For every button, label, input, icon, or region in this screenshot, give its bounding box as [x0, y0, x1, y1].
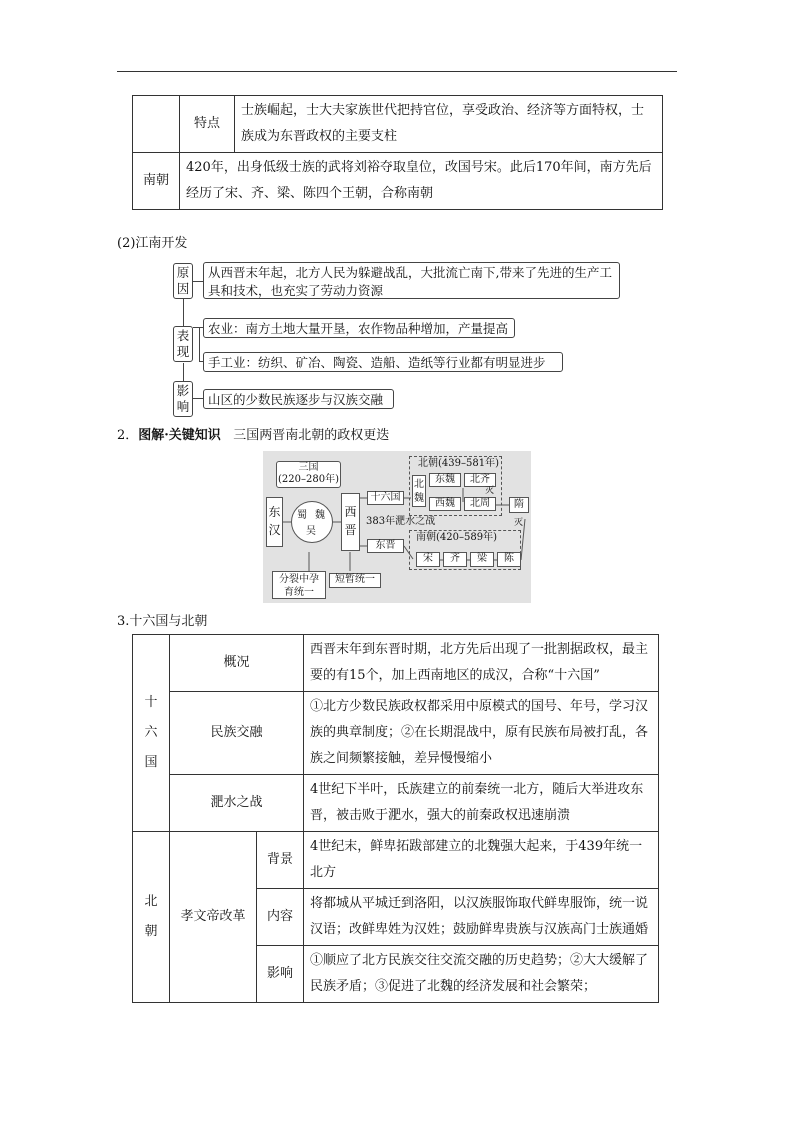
label-tedian: 特点 [180, 96, 235, 153]
table-row [133, 635, 659, 692]
box-dongjin: 东晋 [367, 539, 404, 553]
label-minzu: 民族交融 [170, 692, 304, 775]
table-row [133, 775, 659, 832]
text-beijing: 4世纪末，鲜卑拓跋部建立的北魏强大起来，于439年统一北方 [304, 832, 659, 889]
section-title-jiangnan: (2)江南开发 [117, 236, 188, 251]
box-liang: 梁 [470, 552, 494, 567]
label-beijing: 背景 [257, 832, 304, 889]
table-row [133, 96, 663, 153]
box-chen: 陈 [497, 552, 521, 567]
connector [183, 299, 184, 326]
box-beiqi: 北齐 [464, 473, 496, 487]
group-beichao-label: 北朝 [144, 894, 158, 939]
section-bold-label: 图解·关键知识 [138, 428, 221, 443]
text-yingxiang: ①顺应了北方民族交往交流交融的历史趋势；②大大缓解了民族矛盾；③促进了北魏的经济发展和社会繁荣； [304, 946, 659, 1003]
label-nanchao: 南朝 [133, 153, 180, 210]
header-rule [117, 71, 677, 72]
label-wei: 魏 [315, 510, 325, 521]
connector [183, 363, 184, 381]
label-feishui: 383年淝水之战 [366, 516, 436, 527]
table-shiliuguo-beichao [132, 634, 659, 1003]
cause-text: 从西晋末年起，北方人民为躲避战乱，大批流亡南下,带来了先进的生产工具和技术，也充实了劳动力资源 [203, 262, 620, 299]
text-tedian: 士族崛起，士大夫家族世代把持官位，享受政治、经济等方面特权，士族成为东晋政权的主要支柱 [235, 96, 663, 153]
circle-three-kingdoms [291, 501, 333, 543]
label-neirong: 内容 [257, 889, 304, 946]
label-reform: 孝文帝改革 [170, 832, 257, 1003]
text-minzu: ①北方少数民族政权都采用中原模式的国号、年号，学习汉族的典章制度；②在长期混战中，原有民族布局被打乱，各族之间频繁接触，差异慢慢缩小 [304, 692, 659, 775]
empty-cell [133, 96, 180, 153]
label-yingxiang: 影响 [257, 946, 304, 1003]
sanguo-label: 三国 [298, 462, 319, 473]
box-shiliuguo: 十六国 [367, 491, 404, 505]
group-shiliuguo [133, 635, 170, 832]
label-feishui: 淝水之战 [170, 775, 304, 832]
table-row [133, 153, 663, 210]
box-duanzan: 短暂统一 [329, 573, 381, 588]
label-nanchao: 南朝(420–589年) [416, 532, 497, 543]
text-neirong: 将都城从平城迁到洛阳，以汉族服饰取代鲜卑服饰，统一说汉语；改鲜卑姓为汉姓；鼓励鲜卑贵族与汉族高门士族通婚 [304, 889, 659, 946]
section-number: 2． [117, 428, 139, 443]
box-beizhou: 北周 [464, 497, 496, 511]
label-gaikuang: 概况 [170, 635, 304, 692]
text-feishui: 4世纪下半叶，氐族建立的前秦统一北方，随后大举进攻东晋，被击败于淝水，强大的前秦政权迅速崩溃 [304, 775, 659, 832]
label-performance: 表现 [173, 326, 193, 362]
table-row [133, 692, 659, 775]
label-shu: 蜀 [297, 510, 307, 521]
label-mie-2: 灭 [514, 518, 524, 528]
label-cause: 原因 [173, 263, 193, 299]
connector [193, 281, 203, 282]
section-subtitle: 三国两晋南北朝的政权更迭 [233, 428, 390, 443]
label-mie-1: 灭 [485, 486, 495, 496]
label-effect: 影响 [173, 381, 193, 417]
group-shiliuguo-label: 十六国 [144, 695, 158, 770]
box-donghan: 东汉 [266, 497, 283, 547]
box-sui: 隋 [509, 497, 529, 513]
label-wu: 吴 [306, 526, 316, 537]
connector [199, 327, 200, 361]
sanguo-years: (220–280年) [278, 474, 339, 485]
table-eastern-jin-southern [132, 95, 663, 210]
box-xijin: 西晋 [341, 493, 360, 551]
effect-text: 山区的少数民族逐步与汉族交融 [203, 389, 394, 409]
section-title-diagram [117, 424, 389, 443]
regime-change-diagram [263, 451, 531, 603]
text-nanchao: 420年，出身低级士族的武将刘裕夺取皇位，改国号宋。此后170年间，南方先后经历了宋、齐、梁、陈四个王朝，合称南朝 [180, 153, 663, 210]
section-title-shiliuguo: 3.十六国与北朝 [117, 614, 208, 629]
box-qi: 齐 [443, 552, 467, 567]
performance-handicraft: 手工业：纺织、矿冶、陶瓷、造船、造纸等行业都有明显进步 [203, 352, 563, 372]
performance-agriculture: 农业：南方土地大量开垦，农作物品种增加，产量提高 [203, 318, 515, 338]
group-beichao [133, 832, 170, 1003]
table-row [133, 832, 659, 889]
box-sanguo [276, 461, 341, 488]
connector [193, 398, 203, 399]
box-beiwei: 北魏 [412, 475, 426, 507]
box-xiwei: 西魏 [429, 497, 461, 511]
box-fenlie: 分裂中孕育统一 [272, 571, 326, 599]
box-dongwei: 东魏 [429, 473, 461, 487]
label-beichao: 北朝(439–581年) [418, 458, 499, 469]
box-song: 宋 [416, 552, 440, 567]
text-gaikuang: 西晋末年到东晋时期，北方先后出现了一批割据政权，最主要的有15个，加上西南地区的成汉，合称“十六国” [304, 635, 659, 692]
